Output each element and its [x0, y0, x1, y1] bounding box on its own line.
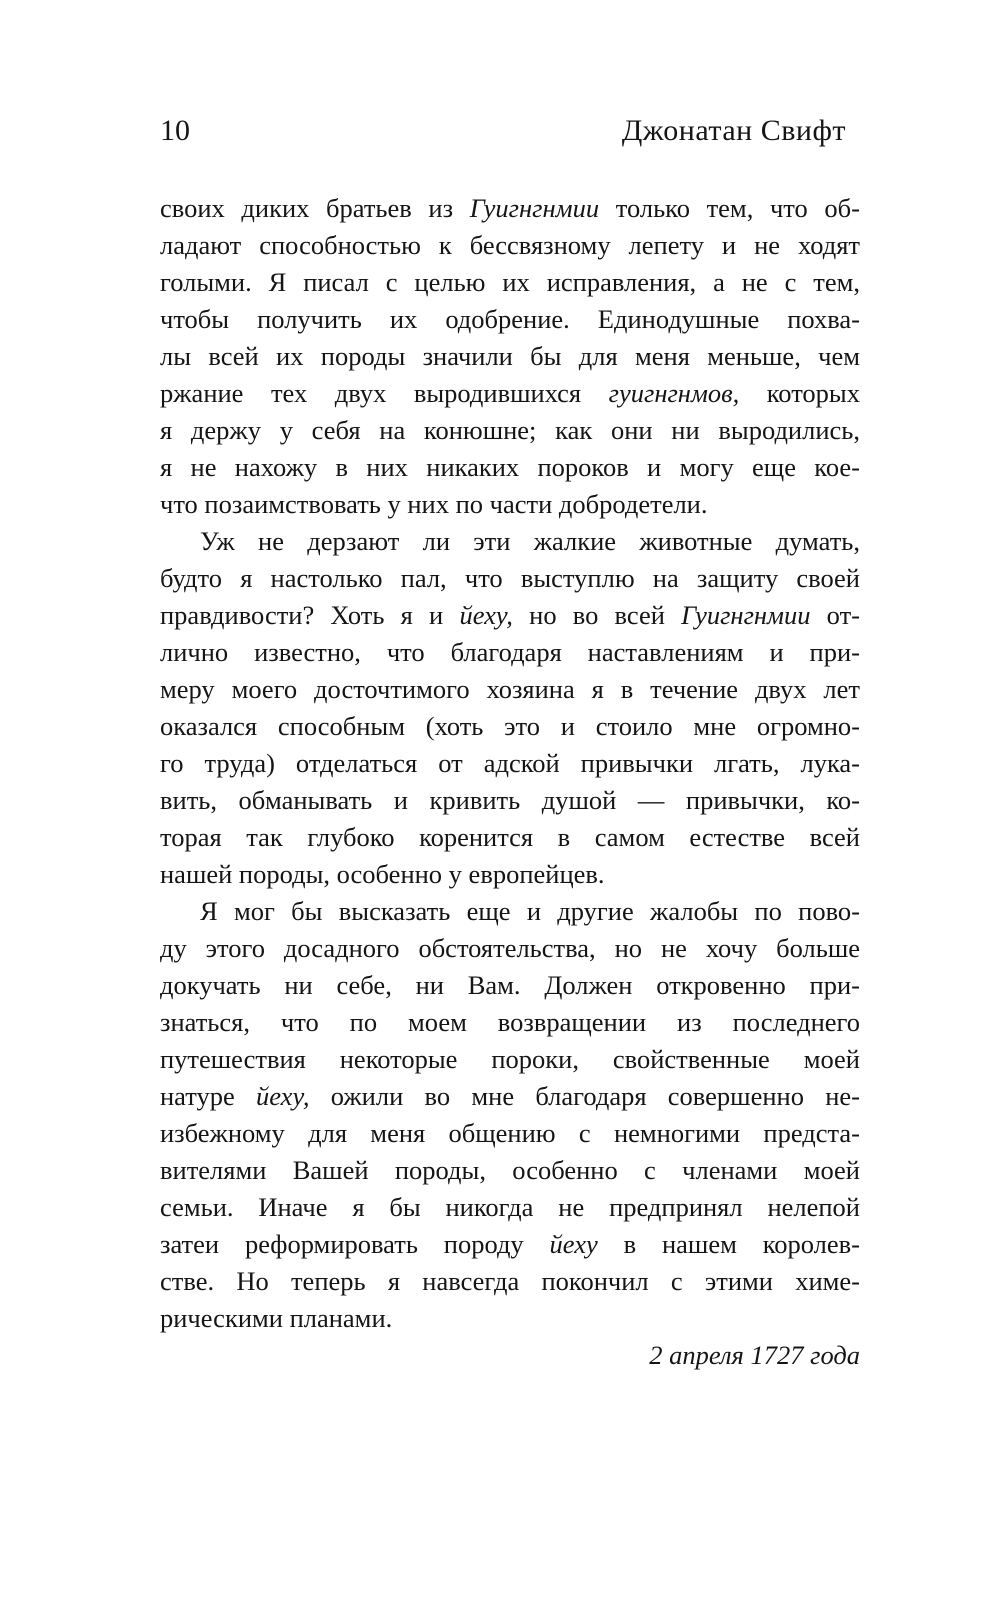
plain-text: ожили во мне благодаря совершенно не- [309, 1081, 860, 1111]
text-line [160, 301, 860, 338]
emphasized-text: Гуигнгнмии [681, 600, 811, 630]
plain-text: затеи реформировать породу [160, 1229, 550, 1259]
text-line [160, 190, 860, 227]
paragraph [160, 893, 860, 1337]
plain-text: семьи. Иначе я бы никогда не предпринял нелепой [160, 1192, 860, 1222]
plain-text: что позаимствовать у них по части добродетели. [160, 489, 708, 519]
emphasized-text: йеху [549, 1229, 598, 1259]
emphasized-text: йеху, [459, 600, 513, 630]
plain-text: ржание тех двух выродившихся [160, 378, 609, 408]
emphasized-text: гуигнгнмов, [608, 378, 740, 408]
plain-text: правдивости? Хоть я и [160, 600, 460, 630]
plain-text: го труда) отделаться от адской привычки лгать, лука- [160, 748, 860, 778]
text-line [160, 1078, 860, 1115]
text-line [160, 264, 860, 301]
running-title: Джонатан Свифт [621, 114, 846, 147]
plain-text: стве. Но теперь я навсегда покончил с этими химе- [160, 1266, 860, 1296]
plain-text: вить, обманывать и кривить душой — привычки, ко- [160, 785, 860, 815]
plain-text: меру моего досточтимого хозяина я в течение двух лет [160, 674, 860, 704]
plain-text: лы всей их породы значили бы для меня меньше, чем [160, 341, 860, 371]
text-line [160, 227, 860, 264]
paragraph [160, 190, 860, 523]
paragraph [160, 523, 860, 893]
text-line [160, 671, 860, 708]
paragraphs-container [160, 190, 860, 1337]
text-line [160, 1152, 860, 1189]
text-line [160, 856, 860, 893]
text-line [160, 1189, 860, 1226]
text-line [160, 893, 860, 930]
plain-text: лично известно, что благодаря наставлениям и при- [160, 637, 860, 667]
text-line [160, 1300, 860, 1337]
text-line [160, 1226, 860, 1263]
plain-text: голыми. Я писал с целью их исправления, а не с тем, [160, 267, 860, 297]
text-line [160, 819, 860, 856]
text-block [160, 190, 860, 1374]
plain-text: только тем, что об- [599, 193, 860, 223]
text-line [160, 782, 860, 819]
plain-text: избежному для меня общению с немногими предста- [160, 1118, 860, 1148]
text-line [160, 412, 860, 449]
emphasized-text: Гуигнгнмии [469, 193, 600, 223]
plain-text: от- [810, 600, 860, 630]
emphasized-text: йеху, [256, 1081, 310, 1111]
plain-text: путешествия некоторые пороки, свойственные моей [160, 1044, 860, 1074]
plain-text: рическими планами. [160, 1303, 393, 1333]
plain-text: знаться, что по моем возвращении из последнего [160, 1007, 860, 1037]
text-line [160, 930, 860, 967]
text-line [160, 634, 860, 671]
plain-text: Я мог бы высказать еще и другие жалобы по пово- [200, 896, 860, 926]
plain-text: вителями Вашей породы, особенно с членами моей [160, 1155, 860, 1185]
plain-text: чтобы получить их одобрение. Единодушные похва- [160, 304, 860, 334]
plain-text: натуре [160, 1081, 257, 1111]
text-line [160, 1263, 860, 1300]
text-line [160, 708, 860, 745]
date-line: 2 апреля 1727 года [649, 1340, 860, 1370]
plain-text: Уж не дерзают ли эти жалкие животные думать, [200, 526, 860, 556]
page-header [160, 114, 860, 148]
text-line [160, 745, 860, 782]
plain-text: оказался способным (хоть это и стоило мне огромно- [160, 711, 860, 741]
plain-text: ладают способностью к бессвязному лепету и не ходят [160, 230, 860, 260]
plain-text: нашей породы, особенно у европейцев. [160, 859, 605, 889]
plain-text: я держу у себя на конюшне; как они ни выродились, [160, 415, 860, 445]
text-line [160, 597, 860, 634]
text-line [160, 1004, 860, 1041]
page-number: 10 [160, 114, 190, 147]
plain-text: в нашем королев- [597, 1229, 860, 1259]
text-line [160, 486, 860, 523]
text-line [160, 967, 860, 1004]
text-line [160, 1041, 860, 1078]
text-line [160, 449, 860, 486]
text-line [160, 338, 860, 375]
plain-text: будто я настолько пал, что выступлю на защиту своей [160, 563, 860, 593]
text-line [160, 1115, 860, 1152]
plain-text: ду этого досадного обстоятельства, но не хочу больше [160, 933, 860, 963]
text-line [160, 523, 860, 560]
text-line [160, 560, 860, 597]
text-line [160, 375, 860, 412]
plain-text: торая так глубоко коренится в самом естестве всей [160, 822, 860, 852]
plain-text: докучать ни себе, ни Вам. Должен откровенно при- [160, 970, 860, 1000]
plain-text: своих диких братьев из [160, 193, 470, 223]
plain-text: я не нахожу в них никаких пороков и могу еще кое- [160, 452, 860, 482]
plain-text: но во всей [512, 600, 682, 630]
plain-text: которых [739, 378, 860, 408]
